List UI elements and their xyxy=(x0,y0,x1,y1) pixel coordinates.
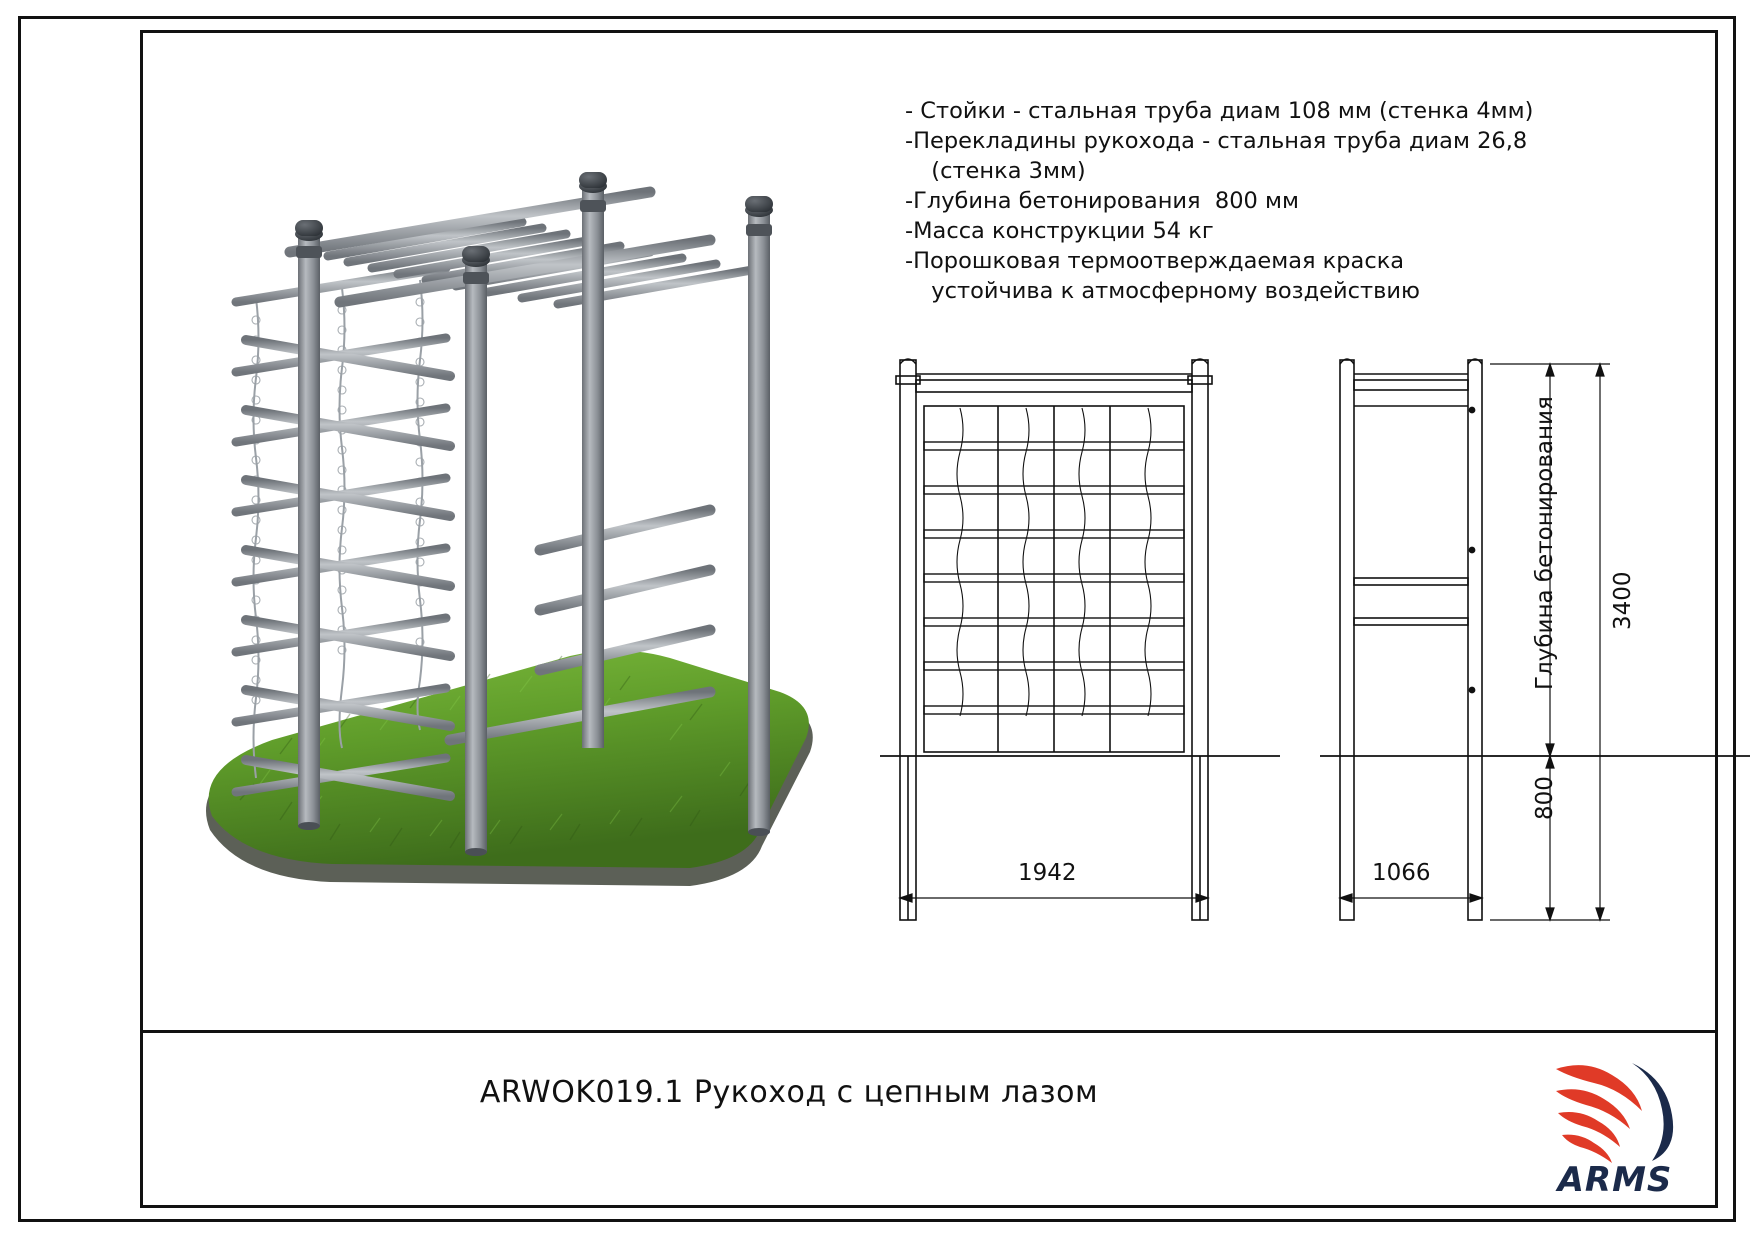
spec-line-7: устойчива к атмосферному воздействию xyxy=(917,278,1420,304)
spec-line-6: -Порошковая термоотверждаемая краска xyxy=(905,248,1405,274)
spec-line-5: -Масса конструкции 54 кг xyxy=(905,218,1214,244)
spec-line-4: -Глубина бетонирования 800 мм xyxy=(905,188,1299,214)
product-3d-render xyxy=(150,40,890,980)
dimension-front-width: 1942 xyxy=(1018,860,1077,886)
dimension-foundation-depth: 800 xyxy=(1532,776,1558,820)
specification-list xyxy=(905,96,1665,306)
dimension-side-width: 1066 xyxy=(1372,860,1431,886)
monkey-bars-deck xyxy=(290,192,752,304)
spec-line-1: - Стойки - стальная труба диам 108 мм (стенка 4мм) xyxy=(905,98,1534,124)
spec-line-2: -Перекладины рукохода - стальная труба диам 26,8 xyxy=(905,128,1528,154)
title-block xyxy=(140,1030,1718,1208)
dimension-foundation-label: Глубина бетонирования xyxy=(1532,396,1558,690)
spec-line-3: (стенка 3мм) xyxy=(917,158,1086,184)
side-elevation-view xyxy=(1320,350,1740,980)
dimension-height-total: 3400 xyxy=(1610,571,1636,630)
page-title: ARWOK019.1 Рукоход с цепным лазом xyxy=(479,1075,1099,1110)
brand-name: ARMS xyxy=(1557,1160,1673,1200)
front-elevation-view xyxy=(880,350,1260,980)
